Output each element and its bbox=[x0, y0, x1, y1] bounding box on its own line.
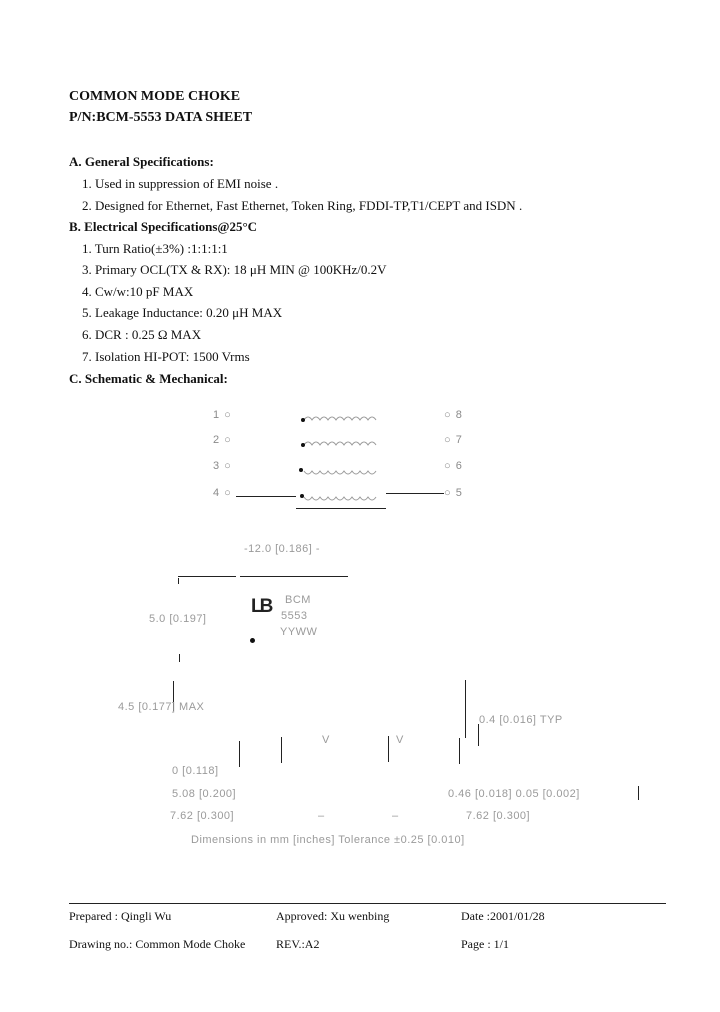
drawing-number: Drawing no.: Common Mode Choke bbox=[69, 937, 246, 951]
pin-label: 4 ○ bbox=[213, 487, 232, 499]
polarity-dot bbox=[301, 418, 305, 422]
bottom-left-dimension: 7.62 [0.300] bbox=[170, 810, 235, 822]
prepared-by: Prepared : Qingli Wu bbox=[69, 909, 172, 923]
dimension-tick bbox=[178, 578, 179, 584]
dimension-tick bbox=[638, 786, 639, 800]
dimension-tick bbox=[179, 654, 180, 662]
dimension-note: Dimensions in mm [inches] Tolerance ±0.25 [0.010] bbox=[191, 834, 465, 846]
schematic-wire bbox=[236, 496, 296, 497]
lead-length-dimension: 0 [0.118] bbox=[172, 765, 219, 777]
dimension-tick bbox=[465, 680, 466, 738]
general-spec-item: 2. Designed for Ethernet, Fast Ethernet, Token Ring, FDDI-TP,T1/CEPT and ISDN . bbox=[82, 198, 523, 213]
electrical-spec-item: 3. Primary OCL(TX & RX): 18 μH MIN @ 100KHz/0.2V bbox=[82, 262, 387, 277]
part-marking: YYWW bbox=[280, 626, 318, 638]
outline-line bbox=[240, 576, 348, 577]
electrical-spec-item: 5. Leakage Inductance: 0.20 μH MAX bbox=[82, 305, 283, 320]
polarity-dot bbox=[300, 494, 304, 498]
approved-by: Approved: Xu wenbing bbox=[276, 909, 390, 923]
lead-spacing-dimension: 0.46 [0.018] 0.05 [0.002] bbox=[448, 788, 580, 800]
left-dimension: 5.0 [0.197] bbox=[149, 613, 207, 625]
bottom-right-dimension: 7.62 [0.300] bbox=[466, 810, 531, 822]
general-spec-item: 1. Used in suppression of EMI noise . bbox=[82, 176, 279, 191]
dimension-arrow: – bbox=[392, 810, 399, 822]
transformer-coils-icon bbox=[296, 408, 388, 520]
document-date: Date :2001/01/28 bbox=[461, 909, 545, 923]
electrical-spec-item: 4. Cw/w:10 pF MAX bbox=[82, 284, 194, 299]
lead-line bbox=[388, 736, 389, 762]
lead-thickness-dimension: 0.4 [0.016] TYP bbox=[479, 714, 563, 726]
footer-divider bbox=[69, 903, 666, 904]
pin-label: 3 ○ bbox=[213, 460, 232, 472]
pin-label: ○ 5 bbox=[444, 487, 463, 499]
part-marking: 5553 bbox=[281, 610, 308, 622]
outline-line bbox=[178, 576, 236, 577]
lead-line bbox=[459, 738, 460, 764]
electrical-spec-item: 1. Turn Ratio(±3%) :1:1:1:1 bbox=[82, 241, 228, 256]
core-line bbox=[296, 508, 386, 509]
electrical-spec-heading: B. Electrical Specifications@25°C bbox=[69, 219, 258, 234]
electrical-spec-item: 6. DCR : 0.25 Ω MAX bbox=[82, 327, 202, 342]
pin-label: ○ 8 bbox=[444, 409, 463, 421]
brand-logo-icon: LB bbox=[251, 596, 271, 617]
pin-label: ○ 7 bbox=[444, 434, 463, 446]
pin-label: ○ 6 bbox=[444, 460, 463, 472]
revision: REV.:A2 bbox=[276, 937, 320, 951]
lead-tick: V bbox=[396, 734, 404, 746]
pin1-marker bbox=[250, 638, 255, 643]
schematic-wire bbox=[386, 493, 444, 494]
polarity-dot bbox=[301, 443, 305, 447]
lead-tick: V bbox=[322, 734, 330, 746]
part-number-title: P/N:BCM-5553 DATA SHEET bbox=[69, 110, 253, 125]
dimension-arrow: – bbox=[318, 810, 325, 822]
pin-label: 1 ○ bbox=[213, 409, 232, 421]
height-dimension: 4.5 [0.177] MAX bbox=[118, 701, 205, 713]
schematic-heading: C. Schematic & Mechanical: bbox=[69, 371, 228, 386]
pitch-dimension: 5.08 [0.200] bbox=[172, 788, 237, 800]
dimension-tick bbox=[478, 724, 479, 746]
page-number: Page : 1/1 bbox=[461, 937, 509, 951]
top-dimension: -12.0 [0.186] - bbox=[244, 543, 320, 555]
lead-line bbox=[281, 737, 282, 763]
part-marking: BCM bbox=[285, 594, 311, 606]
lead-line bbox=[239, 741, 240, 767]
pin-label: 2 ○ bbox=[213, 434, 232, 446]
polarity-dot bbox=[299, 468, 303, 472]
electrical-spec-item: 7. Isolation HI-POT: 1500 Vrms bbox=[82, 349, 250, 364]
general-spec-heading: A. General Specifications: bbox=[69, 154, 214, 169]
document-title: COMMON MODE CHOKE bbox=[69, 89, 241, 104]
